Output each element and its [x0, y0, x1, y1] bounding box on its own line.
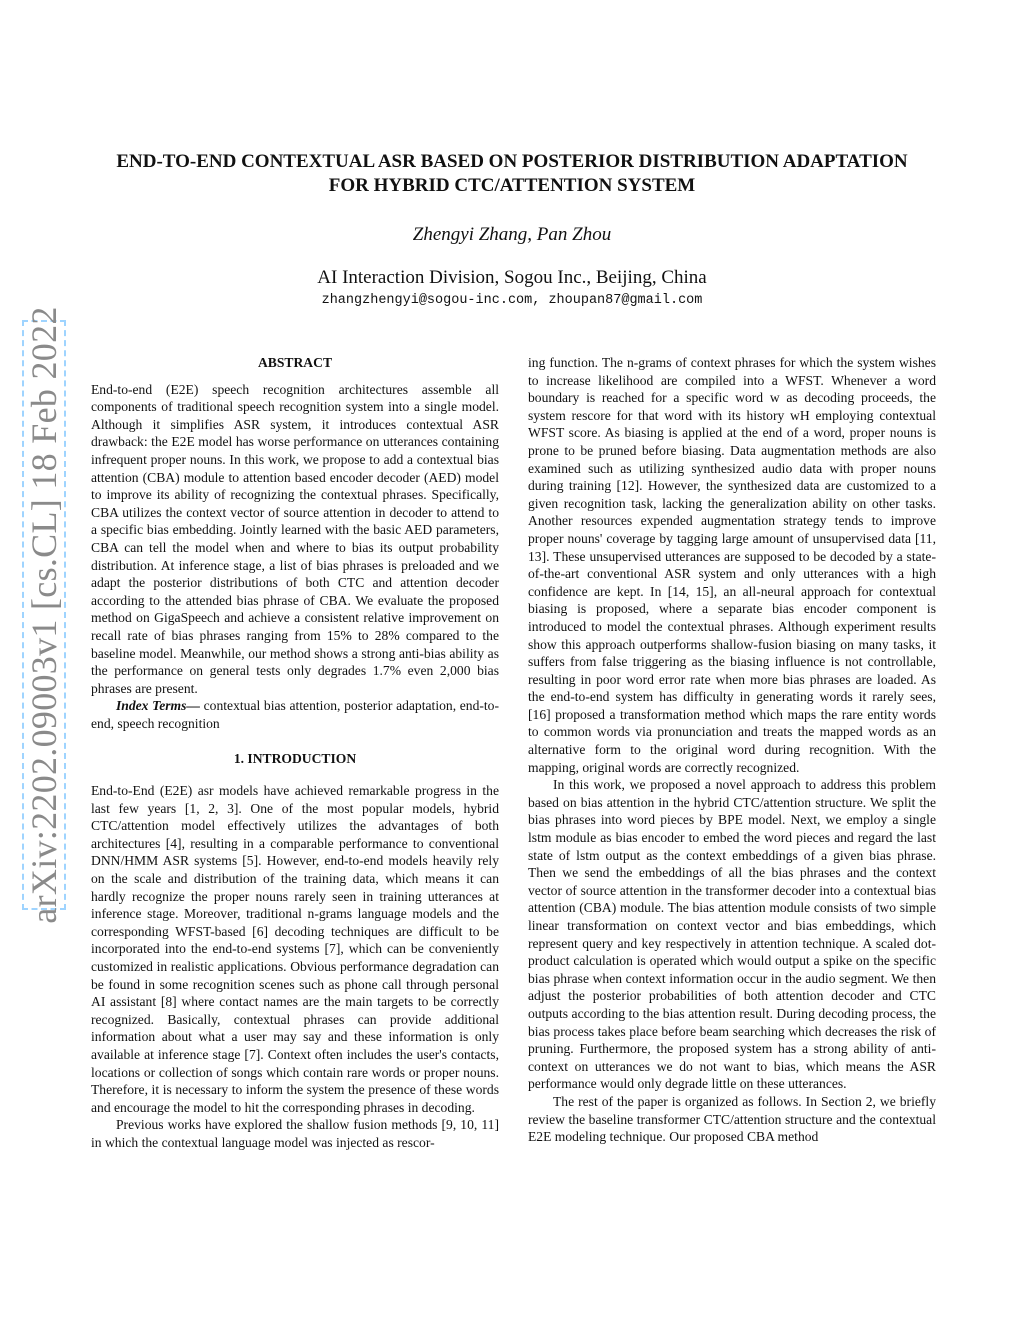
intro-heading: 1. INTRODUCTION	[233, 751, 357, 767]
left-column	[91, 354, 499, 1152]
emails: zhangzhengyi@sogou-inc.com, zhoupan87@gmail.com	[321, 293, 703, 308]
authors: Zhengyi Zhang, Pan Zhou	[412, 224, 612, 245]
right-paragraph-3: The rest of the paper is organized as follows. In Section 2, we briefly review the baseline transformer CTC/attention structure and the contextual E2E modeling technique. Our proposed CBA method	[528, 1093, 936, 1145]
title-line-2: FOR HYBRID CTC/ATTENTION SYSTEM	[328, 175, 696, 196]
right-paragraph-2: In this work, we proposed a novel approach to address this problem based on bias attention in the hybrid CTC/attention structure. We split the bias phrases into word pieces by BPE model. Next, we employ a single lstm module as bias encoder to embed the word pieces and regard the last state of lstm output as the context embeddings of a given bias phrase. Then we send the embeddings of all the bias phrases and the context vector of source attention in the transformer decoder into a contextual bias attention (CBA) module. The bias attention module consists of two simple linear transformation on context vector and bias embeddings, which represent query and key respectively in attention technique. A scaled dot-product calculation is operated which would output a spike on the specific bias phrase when context information occur in the audio segment. We then adjust the posterior probabilities of both attention decoder and CTC outputs according to the bias attention result. During decoding process, the bias process takes place before beam searching which decreases the risk of pruning. Furthermore, the proposed system has a strong ability of anti-context on utterances we do not want to bias, which means the ASR performance would only degrade little on these utterances.	[528, 777, 936, 1092]
intro-paragraph-2: Previous works have explored the shallow fusion methods [9, 10, 11] in which the contextual language model was injected as rescor-	[91, 1117, 499, 1150]
abstract-text: End-to-end (E2E) speech recognition architectures assemble all components of traditional speech recognition system into a single model. Although it simplifies ASR system, it introduces contextual ASR drawback: the E2E model has worse performance on utterances containing infrequent proper nouns. In this work, we propose to add a contextual bias attention (CBA) module to attention based encoder decoder (AED) model to improve its ability of recognizing the contextual phrases. Specifically, CBA utilizes the context vector of source attention in decoder to attend to a specific bias embedding. Jointly learned with the basic AED parameters, CBA can tell the model when and where to bias its output probability distribution. At inference stage, a list of bias phrases is preloaded and we adapt the posterior distributions of both CTC and attention decoder according to the attended bias phrase of CBA. We evaluate the proposed method on GigaSpeech and achieve a consistent relative improvement on recall rate of bias phrases ranging from 15% to 28% compared to the baseline model. Meanwhile, our method shows a strong anti-bias ability as the performance on general tests only degrades 1.7% even 2,000 bias phrases are present.	[91, 381, 499, 696]
affiliation: AI Interaction Division, Sogou Inc., Beijing, China	[317, 267, 707, 288]
index-terms-label: Index Terms—	[116, 698, 200, 714]
arxiv-identifier: arXiv:2202.09003v1 [cs.CL] 18 Feb 2022	[24, 306, 64, 924]
index-terms-text: contextual bias attention, posterior adaptation, end-to-end, speech recognition	[91, 698, 500, 731]
index-terms	[91, 697, 499, 732]
intro-paragraph-1: End-to-End (E2E) asr models have achieved remarkable progress in the last few years [1, 2, 3]. One of the most popular models, hybrid CTC/attention model effectively utilizes the advantages of both architectures [4], resulting in a comparable performance to conventional DNN/HMM ASR systems [5]. However, end-to-end models heavily rely on the scale and distribution of the training data, which means it can hardly recognize the proper nouns rarely seen in training utterances at inference stage. Moreover, traditional n-grams language models and the corresponding WFST-based [6] decoding techniques are difficult to be incorporated into the end-to-end systems [7], which can be conveniently customized in realistic applications. Obvious performance degradation can be found in some recognition scenes such as phone call through personal AI assistant [8] where contact names are the main targets to be correctly recognized. Basically, contextual phrases can provide additional information about what a user may say and these information is only available at inference stage [7]. Context often includes the user's contacts, locations or collection of songs which contain rare words or proper nouns. Therefore, it is necessary to inform the system the presence of these words and encourage the model to hit the corresponding phrases in decoding.	[91, 783, 499, 1115]
title-line-1: END-TO-END CONTEXTUAL ASR BASED ON POSTERIOR DISTRIBUTION ADAPTATION	[116, 151, 908, 172]
arxiv-stamp	[22, 306, 66, 924]
right-column	[528, 354, 936, 1146]
paper-title	[80, 150, 944, 198]
abstract-heading: ABSTRACT	[257, 355, 333, 370]
right-paragraph-1: ing function. The n-grams of context phrases for which the system wishes to increase likelihood are compiled into a WFST. Whenever a word boundary is reached for a specific word w as decoding proceeds, the system rescore for that word with its history wH employing contextual WFST score. As biasing is applied at the end of a word, proper nouns is prone to be pruned before biasing. Data augmentation methods are also examined such as utilizing synthesized audio data with proper nouns during training [12]. However, the synthesized data are customized to a given recognition task, lacking the generalization ability on other tasks. Another resources expended augmentation strategy tends to improve proper nouns' coverage by tagging large amount of unsupervised data [11, 13]. These unsupervised utterances are supposed to be decoded by a state-of-the-art conventional ASR system and only utterances with a high confidence are kept. In [14, 15], an all-neural approach for contextual biasing is proposed, where a separate bias encoder component is introduced to model the contextual phrases. Although experiment results show this approach outperforms shallow-fusion biasing on many tasks, it suffers from false triggering as the biasing influence is not controllable, resulting in poor word error rate when more bias phrases are loaded. As the end-to-end system has difficulty in generating words it rarely sees, [16] proposed a transformation method which maps the rare entity words to common words via pronunciation and treats the mapped words as an alternative form to the original word during recognition. With the mapping, original words are correctly recognized.	[528, 355, 936, 775]
